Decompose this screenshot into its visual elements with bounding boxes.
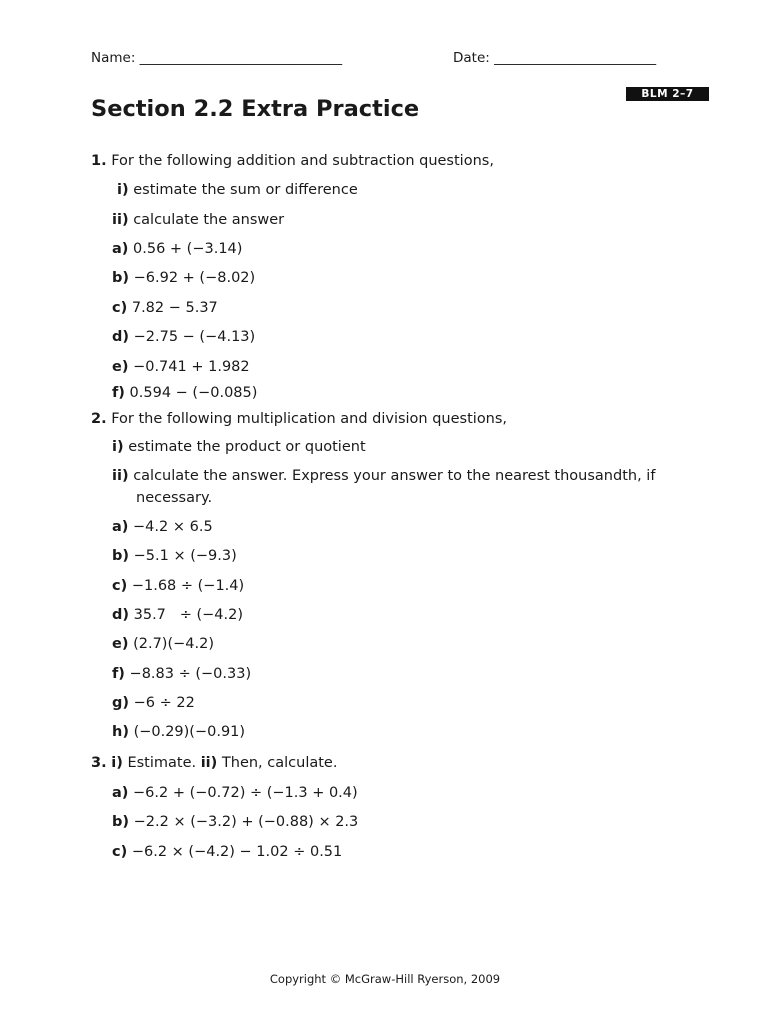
list-item — [112, 578, 244, 594]
list-item — [112, 814, 358, 830]
list-item — [112, 519, 213, 535]
question-prompt: For the following addition and subtraction questions, — [111, 153, 494, 169]
item-label: b) — [112, 814, 130, 830]
sub-text-continued: necessary. — [136, 490, 213, 506]
q2-sub-ii — [112, 468, 655, 484]
date-field-label: Date: ________________________ — [453, 50, 657, 66]
item-expression: (2.7)(−4.2) — [133, 636, 214, 652]
list-item — [112, 607, 243, 623]
item-label: h) — [112, 724, 129, 740]
sub-label: i) — [112, 439, 124, 455]
item-expression: −1.68 ÷ (−1.4) — [131, 578, 245, 594]
question-3 — [91, 755, 337, 771]
blm-tag: BLM 2–7 — [626, 87, 709, 101]
sub-label: ii) — [200, 755, 218, 771]
item-expression: −6.2 × (−4.2) − 1.02 ÷ 0.51 — [131, 844, 343, 860]
item-label: b) — [112, 270, 130, 286]
item-expression: (−0.29)(−0.91) — [133, 724, 246, 740]
item-label: c) — [112, 844, 128, 860]
question-number: 2. — [91, 411, 107, 427]
item-label: e) — [112, 636, 129, 652]
page-title: Section 2.2 Extra Practice — [91, 96, 420, 122]
item-label: a) — [112, 785, 129, 801]
item-label: b) — [112, 548, 130, 564]
sub-label: ii) — [112, 212, 129, 228]
item-expression: −5.1 × (−9.3) — [133, 548, 237, 564]
item-expression: −6.92 + (−8.02) — [133, 270, 256, 286]
item-expression: 0.594 − (−0.085) — [129, 385, 258, 401]
sub-text: estimate the sum or difference — [133, 182, 358, 198]
item-expression: −2.2 × (−3.2) + (−0.88) × 2.3 — [133, 814, 359, 830]
item-label: e) — [112, 359, 129, 375]
sub-label: ii) — [112, 468, 129, 484]
list-item — [112, 548, 237, 564]
item-expression: −4.2 × 6.5 — [133, 519, 213, 535]
item-label: a) — [112, 241, 129, 257]
list-item — [112, 666, 251, 682]
question-number: 1. — [91, 153, 107, 169]
item-expression: −6.2 + (−0.72) ÷ (−1.3 + 0.4) — [133, 785, 358, 801]
list-item — [112, 724, 245, 740]
item-expression: 0.56 + (−3.14) — [133, 241, 243, 257]
q1-sub-i — [117, 182, 358, 198]
name-field-label: Name: ______________________________ — [91, 50, 343, 66]
list-item — [112, 695, 195, 711]
list-item — [112, 844, 342, 860]
list-item — [112, 241, 242, 257]
question-number: 3. — [91, 755, 107, 771]
sub-text: calculate the answer. Express your answer to the nearest thousandth, if — [133, 468, 656, 484]
item-expression: 7.82 − 5.37 — [131, 300, 218, 316]
list-item — [112, 329, 255, 345]
sub-label: i) — [117, 182, 129, 198]
item-label: f) — [112, 666, 125, 682]
item-expression: −2.75 − (−4.13) — [133, 329, 256, 345]
list-item — [112, 270, 255, 286]
item-expression: −8.83 ÷ (−0.33) — [129, 666, 252, 682]
item-label: g) — [112, 695, 130, 711]
list-item — [112, 300, 218, 316]
sub-text: estimate the product or quotient — [128, 439, 366, 455]
item-expression: 35.7 ÷ (−4.2) — [133, 607, 244, 623]
list-item — [112, 636, 214, 652]
q1-sub-ii — [112, 212, 284, 228]
item-label: d) — [112, 607, 130, 623]
item-label: f) — [112, 385, 125, 401]
q2-sub-i — [112, 439, 366, 455]
sub-text: calculate the answer — [133, 212, 285, 228]
list-item — [112, 785, 358, 801]
question-2 — [91, 411, 507, 427]
item-expression: −6 ÷ 22 — [133, 695, 195, 711]
sub-text: Then, calculate. — [221, 755, 338, 771]
sub-text: Estimate. — [127, 755, 197, 771]
item-expression: −0.741 + 1.982 — [133, 359, 250, 375]
copyright-footer: Copyright © McGraw-Hill Ryerson, 2009 — [269, 972, 501, 986]
sub-label: i) — [111, 755, 123, 771]
question-1 — [91, 153, 494, 169]
item-label: a) — [112, 519, 129, 535]
item-label: d) — [112, 329, 130, 345]
item-label: c) — [112, 300, 128, 316]
item-label: c) — [112, 578, 128, 594]
question-prompt: For the following multiplication and division questions, — [111, 411, 508, 427]
list-item — [112, 385, 257, 401]
list-item — [112, 359, 250, 375]
